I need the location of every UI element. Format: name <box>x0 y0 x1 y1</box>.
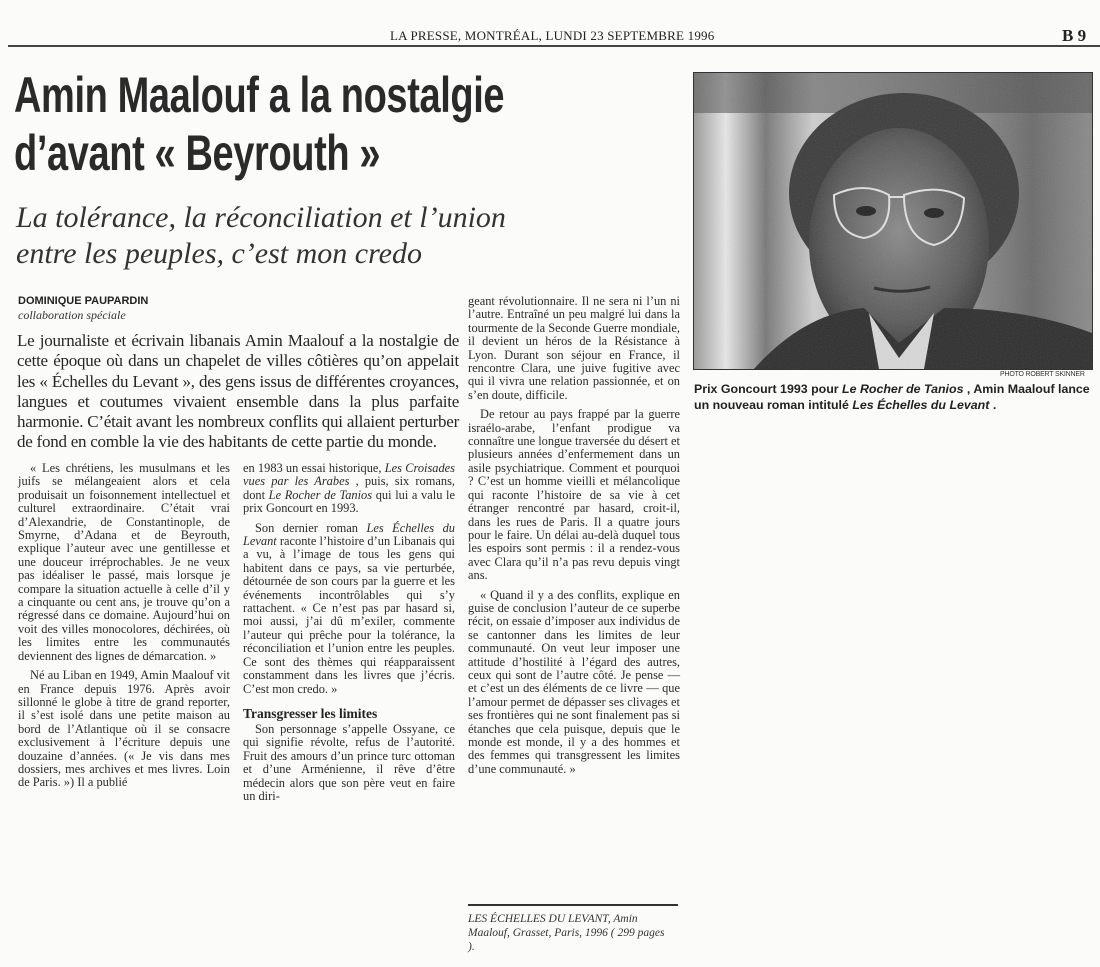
paragraph: geant révolutionnaire. Il ne sera ni l’un ni l’autre. Entraîné un peu malgré lui dans la tourmente de la Seconde Guerre mondiale, il devient un héros de la Résistance à Lyon. Durant son séjour en France, il rencontre Clara, une juive fugitive avec qui il vivra une relation passionnée, et on s’en doute, difficile. <box>468 294 680 402</box>
paragraph: « Quand il y a des conflits, explique en guise de conclusion l’auteur de ce superbe récit, on essaie d’imposer aux individus de se cantonner dans les limites de leur communauté. On veut leur imposer une attitude d’hostilité à l’égard des autres, ceux qui sont de l’autre côté. Je pense — et c’est un des éléments de ce livre — que l’amour permet de dépasser ses clivages et ses frontières qui ne sont finalement pas si étanches que cela puisque, depuis que le monde est monde, il y a des hommes et des femmes qui transgressent les limites d’une communauté. » <box>468 587 680 776</box>
text-run: en 1983 un essai historique, <box>243 461 385 475</box>
text-run: Son dernier roman <box>255 520 367 535</box>
text-run: . <box>989 397 997 412</box>
book-reference-details: , Amin Maalouf, Grasset, Paris, 1996 ( 299 pages ). <box>468 913 665 953</box>
book-title: Le Rocher de Tanios <box>268 487 373 502</box>
paragraph: De retour au pays frappé par la guerre israélo-arabe, l’enfant prodigue va connaître une longue traversée du désert et plusieurs années d’enfermement dans un asile psychiatrique. Comment et pourquoi ? C’est un homme vieilli et mélancolique qui raconte l’histoire de sa vie à cet étranger rencontré par hasard, croit-il, dans les rues de Paris. Il a quatre jours pour le faire. Un délai au-delà duquel tous les espoirs sont permis : il a rendez-vous avec Clara qu’il n’a pas revu depuis vingt ans. <box>468 407 680 583</box>
headline <box>14 66 668 182</box>
page-number: B 9 <box>1062 26 1087 45</box>
book-reference-title: LES ÉCHELLES DU LEVANT <box>468 913 608 925</box>
text-run: qui lui a valu le prix Goncourt en 1993. <box>243 487 455 516</box>
book-title: Les Échelles du Levant <box>243 520 455 549</box>
masthead-rule <box>8 45 1100 47</box>
paragraph: « Les chrétiens, les musulmans et les juifs se mélangeaient alors et cela produisait un foisonnement intellectuel et culturel extraordinaire. C’était vrai d’Alexandrie, de Constantinople, de Smyrne, d’Adana et de Beyrouth, explique l’auteur avec une gentillesse et une douceur irréprochables. Je ne veux pas idéaliser le passé, mais lorsque je compare la situation actuelle à celle d’il y a cinquante ou cent ans, je trouve qu’on a régressé dans ce domaine. Aujourd’hui on voit des villes monocolores, déchirées, où les limites entre les communautés deviennent des lignes de démarcation. » <box>18 461 230 663</box>
book-title: Les Croisades vues par les Arabes <box>243 461 455 489</box>
photo-credit: PHOTO ROBERT SKINNER <box>1000 371 1085 378</box>
paragraph: Son personnage s’appelle Ossyane, ce qui signifie révolte, refus de l’autorité. Fruit des amours d’un prince turc ottoman et d’une Arménienne, il rêve d’être médecin alors que son père veut en faire un diri- <box>243 721 455 803</box>
text-run: Prix Goncourt 1993 pour <box>694 382 843 396</box>
subhead-line-2: entre les peuples, c’est mon credo <box>16 237 422 270</box>
text-run: , Amin Maalouf lance un nouveau roman intitulé <box>694 382 1090 412</box>
book-reference <box>468 912 668 954</box>
subheadline <box>16 200 686 272</box>
masthead <box>0 22 1100 46</box>
text-run: , puis, six romans, dont <box>243 474 455 502</box>
byline <box>18 294 148 322</box>
subhead-line-1: La tolérance, la réconciliation et l’union <box>16 201 506 234</box>
lead-paragraph: Le journaliste et écrivain libanais Amin Maalouf a la nostalgie de cette époque où dans un chapelet de villes côtières qu’on appelait les « Échelles du Levant », des gens issus de différentes croyances, langues et coutumes vivaient ensemble dans la plus parfaite harmonie. C’était avant les nombreux conflits qui allaient perturber de fond en comble la vie des habitants de cette partie du monde. <box>17 331 459 452</box>
headline-line-2: d’avant « Beyrouth » <box>14 125 381 181</box>
book-title: Le Rocher de Tanios <box>842 382 964 396</box>
paragraph <box>243 522 455 696</box>
section-subheading: Transgresser les limites <box>243 705 378 721</box>
column-1 <box>18 462 230 796</box>
photo-caption <box>694 382 1096 413</box>
dateline: LA PRESSE, MONTRÉAL, LUNDI 23 SEPTEMBRE 1996 <box>390 28 715 43</box>
text-run: raconte l’histoire d’un Libanais qui a vu, à l’image de tous les gens qui habitent dans ce pays, sa vie perturbée, détournée de son cours par la guerre et les événements incontrôlables qui s’y rattachent. « Ce n’est pas par hasard si, moi aussi, j’ai dû m’exiler, commente l’auteur qui prêche pour la tolérance, la réconciliation et l’union entre les peuples. Ce sont des thèmes qui réapparaissent constamment dans les livres que j’écris. C’est mon credo. » <box>243 534 455 696</box>
author-photo <box>693 72 1093 370</box>
paragraph: Né au Liban en 1949, Amin Maalouf vit en France depuis 1976. Après avoir sillonné le globe à titre de grand reporter, il s’est isolé dans une petite maison au bord de l’Atlantique où il se consacre exclusivement à l’écriture depuis une douzaine d’années. (« Je vis dans mes dossiers, mes archives et mes livres. Loin de Paris. ») Il a publié <box>18 668 230 790</box>
column-2 <box>243 462 455 809</box>
paragraph <box>243 462 455 516</box>
portrait-image <box>694 73 1092 369</box>
headline-line-1: Amin Maalouf a la nostalgie <box>14 67 505 123</box>
author-role: collaboration spéciale <box>18 308 126 322</box>
author-name: DOMINIQUE PAUPARDIN <box>18 295 149 307</box>
column-3 <box>468 295 680 782</box>
book-reference-rule <box>468 904 678 906</box>
book-title: Les Échelles du Levant <box>852 397 990 412</box>
